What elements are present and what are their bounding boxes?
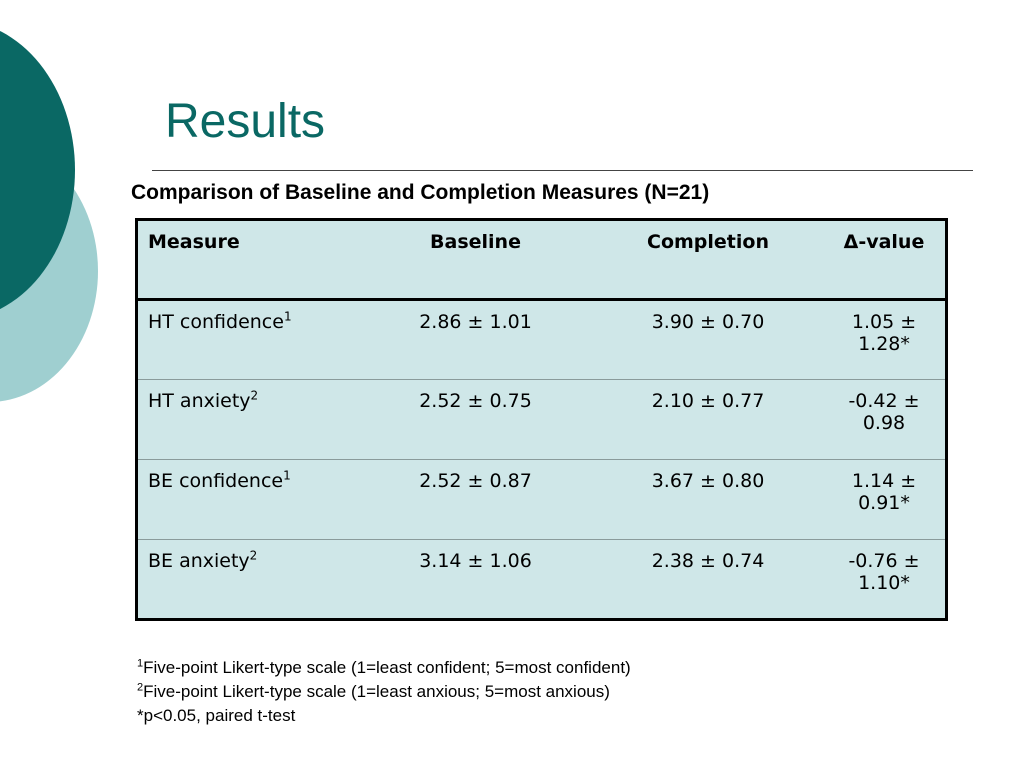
cell-completion: 3.67 ± 0.80 [651, 470, 765, 492]
footnote [137, 680, 631, 704]
results-table [135, 218, 948, 621]
footnote-ref: 1 [283, 468, 291, 483]
footnote-ref: 2 [250, 388, 259, 403]
cell-measure [137, 380, 359, 460]
cell-completion: 2.10 ± 0.77 [651, 390, 765, 412]
measure-label: BE anxiety [148, 550, 250, 572]
footnote-ref: 1 [283, 309, 292, 324]
cell-baseline: 3.14 ± 1.06 [419, 550, 532, 572]
header-baseline: Baseline [430, 231, 521, 253]
cell-measure [137, 540, 359, 620]
measure-label: HT confidence [148, 311, 284, 333]
title-divider [152, 170, 973, 171]
cell-delta: 1.05 ± 1.28* [851, 311, 917, 355]
cell-baseline: 2.52 ± 0.87 [419, 470, 532, 492]
cell-delta: -0.76 ± 1.10* [848, 550, 920, 594]
slide-title: Results [165, 95, 326, 148]
measure-label: HT anxiety [148, 390, 251, 412]
footnote [137, 656, 631, 680]
footnote-text: Five-point Likert-type scale (1=least confident; 5=most confident) [143, 658, 631, 677]
footnotes [137, 656, 631, 728]
table-row [137, 460, 947, 540]
table-caption: Comparison of Baseline and Completion Measures (N=21) [131, 181, 710, 204]
header-delta: Δ-value [843, 231, 925, 253]
cell-delta: 1.14 ± 0.91* [851, 470, 917, 514]
footnote-text: Five-point Likert-type scale (1=least anxious; 5=most anxious) [143, 682, 610, 701]
footnote-text: *p<0.05, paired t-test [137, 706, 296, 725]
table-header-row [137, 220, 947, 300]
footnote-marker: 2 [137, 681, 144, 694]
cell-baseline: 2.86 ± 1.01 [419, 311, 532, 333]
table-row [137, 380, 947, 460]
footnote-ref: 2 [249, 548, 258, 563]
cell-completion: 3.90 ± 0.70 [651, 311, 765, 333]
measure-label: BE confidence [148, 470, 284, 492]
table-row [137, 300, 947, 380]
footnote [137, 704, 631, 728]
cell-completion: 2.38 ± 0.74 [651, 550, 765, 572]
cell-baseline: 2.52 ± 0.75 [419, 390, 532, 412]
cell-delta: -0.42 ± 0.98 [848, 390, 920, 434]
table-row [137, 540, 947, 620]
cell-measure [137, 460, 359, 540]
cell-measure [137, 300, 359, 380]
footnote-marker: 1 [137, 657, 144, 670]
header-completion: Completion [647, 231, 769, 253]
header-measure: Measure [148, 231, 240, 253]
